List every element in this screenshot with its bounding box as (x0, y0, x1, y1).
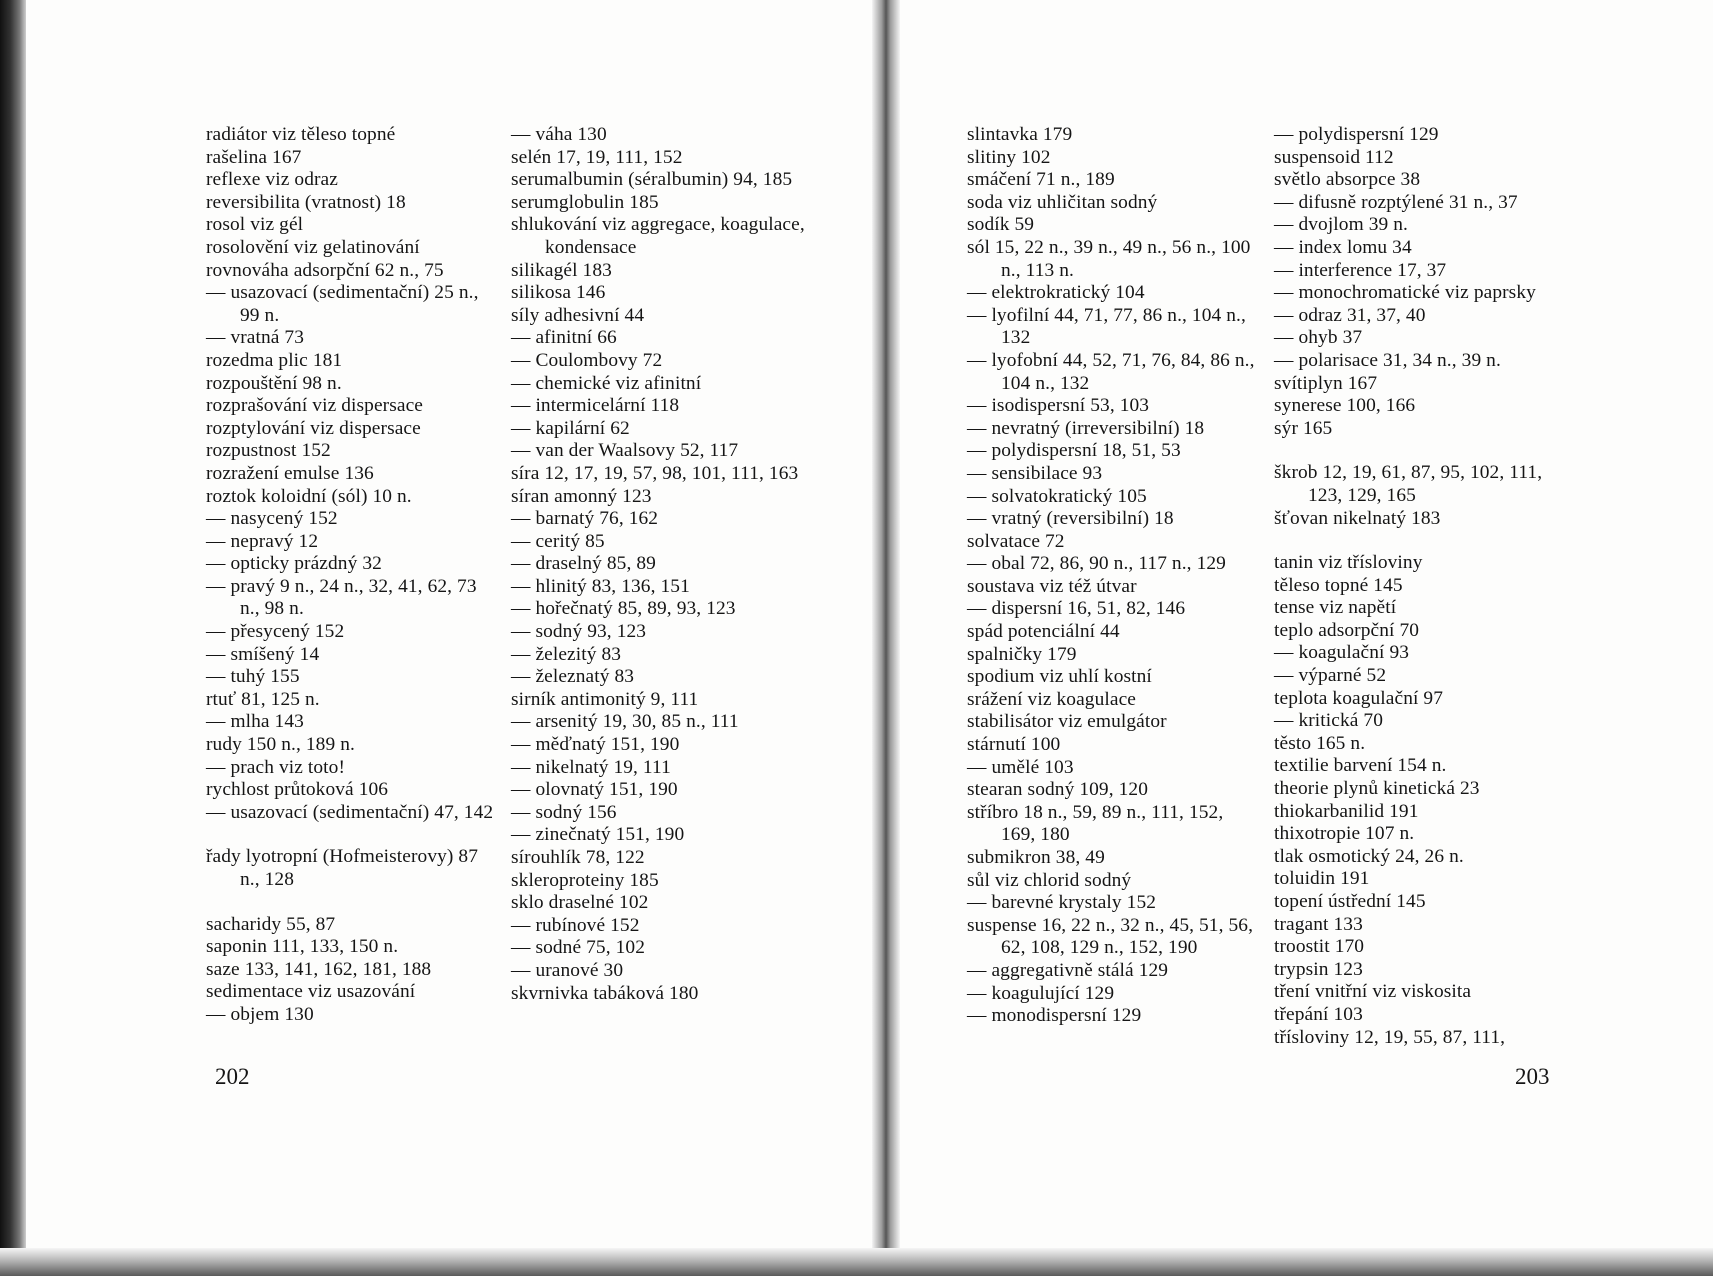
index-entry: synerese 100, 166 (1274, 395, 1416, 417)
index-entry: — objem 130 (206, 1003, 314, 1025)
index-entry: tanin viz třísloviny (1274, 552, 1423, 574)
index-entry: — barevné krystaly 152 (967, 892, 1157, 914)
index-entry: — váha 130 (511, 124, 607, 145)
index-entry: — železnatý 83 (511, 666, 635, 688)
index-entry: — draselný 85, 89 (511, 553, 656, 575)
index-entry: skvrnivka tabáková 180 (511, 982, 699, 1004)
index-entry: — aggregativně stálá 129 (967, 959, 1169, 981)
index-entry: rtuť 81, 125 n. (206, 688, 320, 710)
index-entry: — rubínové 152 (511, 914, 640, 936)
index-entry: topení ústřední 145 (1274, 891, 1426, 912)
index-entry: selén 17, 19, 111, 152 (511, 146, 683, 168)
left-page-column-2 (511, 124, 811, 1005)
index-entry: — koagulační 93 (1274, 642, 1410, 664)
index-entry: serumalbumin (séralbumin) 94, 185 (511, 169, 793, 191)
index-entry: — solvatokratický 105 (967, 485, 1147, 507)
index-entry: — zinečnatý 151, 190 (511, 824, 685, 846)
index-entry: toluidin 191 (1274, 868, 1370, 890)
index-entry: — isodispersní 53, 103 (967, 395, 1150, 417)
index-entry: svítiplyn 167 (1274, 372, 1378, 394)
index-entry: soustava viz též útvar (967, 575, 1137, 597)
index-entry: — lyofilní 44, 71, 77, 86 n., 104 n., 132 (967, 304, 1246, 349)
index-entry: shlukování viz aggregace, koagulace, kondensace (511, 214, 805, 258)
book-left-edge-shadow (0, 0, 26, 1276)
index-entry: — dispersní 16, 51, 82, 146 (967, 598, 1186, 620)
index-entry: rozpouštění 98 n. (206, 372, 342, 394)
index-entry: — koagulující 129 (967, 982, 1115, 1004)
index-entry: silikagél 183 (511, 259, 612, 281)
index-entry: — dvojlom 39 n. (1274, 214, 1409, 236)
index-entry: saze 133, 141, 162, 181, 188 (206, 958, 432, 980)
index-entry: — polarisace 31, 34 n., 39 n. (1274, 349, 1501, 371)
index-entry: spodium viz uhlí kostní (967, 666, 1152, 688)
index-entry: — ohyb 37 (1274, 327, 1363, 349)
right-page-column-1 (967, 124, 1257, 1028)
index-entry: reversibilita (vratnost) 18 (206, 191, 406, 213)
index-entry: spalničky 179 (967, 643, 1077, 665)
index-entry: srážení viz koagulace (967, 688, 1136, 710)
index-entry: síly adhesivní 44 (511, 304, 645, 326)
index-entry: — ceritý 85 (511, 530, 605, 552)
index-entry: teplo adsorpční 70 (1274, 619, 1420, 641)
index-entry: rosol viz gél (206, 214, 304, 236)
index-entry: — výparné 52 (1274, 665, 1387, 687)
index-entry: — umělé 103 (967, 756, 1074, 778)
index-entry: — chemické viz afinitní (511, 372, 702, 394)
index-entry: reflexe viz odraz (206, 169, 338, 191)
index-entry: — kapilární 62 (511, 417, 630, 439)
index-entry: thixotropie 107 n. (1274, 823, 1415, 845)
index-entry: sýr 165 (1274, 417, 1333, 439)
index-entry: těleso topné 145 (1274, 574, 1403, 596)
index-entry: — mlha 143 (206, 711, 304, 733)
index-entry: — monodispersní 129 (967, 1005, 1142, 1027)
index-entry: smáčení 71 n., 189 (967, 169, 1115, 191)
index-entry: slitiny 102 (967, 146, 1051, 168)
index-entry: — uranové 30 (511, 959, 624, 981)
index-entry: solvatace 72 (967, 530, 1065, 552)
index-entry: suspense 16, 22 n., 32 n., 45, 51, 56, 62, 108, 129 n., 152, 190 (967, 914, 1254, 959)
index-entry: — hlinitý 83, 136, 151 (511, 575, 690, 597)
index-entry: rozedma plic 181 (206, 349, 343, 371)
index-entry: tense viz napětí (1274, 597, 1397, 619)
index-entry: — tuhý 155 (206, 666, 300, 688)
index-entry: stabilisátor viz emulgátor (967, 711, 1167, 733)
index-entry: tlak osmotický 24, 26 n. (1274, 845, 1464, 867)
index-entry: třísloviny 12, 19, 55, 87, 111, (1274, 1026, 1506, 1048)
index-entry: sacharidy 55, 87 (206, 913, 336, 935)
index-entry: — index lomu 34 (1274, 236, 1412, 258)
index-entry: — nevratný (irreversibilní) 18 (967, 417, 1205, 439)
index-entry: — kritická 70 (1274, 710, 1383, 732)
index-entry: síran amonný 123 (511, 485, 652, 507)
index-entry: rozražení emulse 136 (206, 462, 374, 484)
index-entry: trypsin 123 (1274, 958, 1363, 980)
index-entry: — přesycený 152 (206, 621, 345, 643)
page-number-right: 203 (1515, 1064, 1550, 1089)
index-entry: — lyofobní 44, 52, 71, 76, 84, 86 n., 104 n., 132 (967, 349, 1255, 394)
index-entry: rosolovění viz gelatinování (206, 236, 420, 258)
index-entry: — sensibilace 93 (967, 462, 1103, 484)
index-entry: — hořečnatý 85, 89, 93, 123 (511, 598, 736, 620)
index-entry: troostit 170 (1274, 936, 1365, 958)
index-entry: tření vnitřní viz viskosita (1274, 981, 1472, 1003)
index-entry: — intermicelární 118 (511, 395, 680, 417)
index-entry: — obal 72, 86, 90 n., 117 n., 129 (967, 553, 1226, 575)
book-gutter (872, 0, 900, 1248)
index-entry: síra 12, 17, 19, 57, 98, 101, 111, 163 (511, 462, 799, 484)
index-entry: — sodný 93, 123 (511, 621, 647, 643)
index-entry: — polydispersní 129 (1274, 124, 1439, 145)
index-entry: škrob 12, 19, 61, 87, 95, 102, 111, 123, 129, 165 (1274, 462, 1543, 506)
index-entry: — vratná 73 (206, 327, 305, 349)
left-page-column-1 (206, 124, 496, 1027)
right-page-column-2 (1274, 124, 1574, 1049)
index-entry: rozprašování viz dispersace (206, 395, 423, 417)
index-group-gap (1274, 530, 1574, 552)
index-entry: — polydispersní 18, 51, 53 (967, 440, 1181, 462)
index-entry: tragant 133 (1274, 913, 1363, 935)
index-entry: třepání 103 (1274, 1003, 1363, 1025)
index-entry: spád potenciální 44 (967, 621, 1120, 643)
index-entry: rašelina 167 (206, 146, 302, 168)
index-entry: soda viz uhličitan sodný (967, 191, 1158, 213)
index-entry: — arsenitý 19, 30, 85 n., 111 (511, 711, 739, 733)
index-entry: — železitý 83 (511, 643, 622, 665)
index-entry: — nikelnatý 19, 111 (511, 756, 671, 778)
index-entry: sůl viz chlorid sodný (967, 869, 1132, 891)
index-entry: — barnatý 76, 162 (511, 508, 659, 530)
index-entry: — měďnatý 151, 190 (511, 734, 680, 756)
index-entry: stearan sodný 109, 120 (967, 779, 1148, 801)
index-entry: radiátor viz těleso topné (206, 124, 396, 145)
index-entry: rozpustnost 152 (206, 440, 331, 462)
page-number-left: 202 (215, 1064, 250, 1089)
index-entry: — smíšený 14 (206, 643, 320, 665)
index-entry: thiokarbanilid 191 (1274, 800, 1419, 822)
index-entry: silikosa 146 (511, 282, 606, 304)
index-entry: — nasycený 152 (206, 508, 338, 530)
index-entry: — vratný (reversibilní) 18 (967, 508, 1174, 530)
index-entry: — usazovací (sedimentační) 25 n., 99 n. (206, 282, 479, 326)
book-bottom-edge-shadow (0, 1248, 1713, 1276)
index-entry: těsto 165 n. (1274, 732, 1366, 754)
index-entry: slintavka 179 (967, 124, 1073, 145)
index-entry: teplota koagulační 97 (1274, 687, 1444, 709)
index-entry: sírouhlík 78, 122 (511, 847, 645, 868)
index-entry: světlo absorpce 38 (1274, 169, 1421, 191)
index-entry: — nepravý 12 (206, 530, 319, 552)
index-entry: šťovan nikelnatý 183 (1274, 507, 1441, 529)
index-entry: — Coulombovy 72 (511, 349, 663, 371)
index-entry: — usazovací (sedimentační) 47, 142 (206, 801, 494, 823)
index-entry: rovnováha adsorpční 62 n., 75 (206, 259, 444, 281)
index-entry: — sodný 156 (511, 801, 617, 823)
index-entry: — olovnatý 151, 190 (511, 779, 678, 801)
index-entry: theorie plynů kinetická 23 (1274, 778, 1480, 800)
index-group-gap (206, 824, 496, 846)
index-entry: sedimentace viz usazování (206, 981, 416, 1003)
index-entry: — van der Waalsovy 52, 117 (511, 440, 739, 462)
index-group-gap (206, 892, 496, 914)
index-entry: sól 15, 22 n., 39 n., 49 n., 56 n., 100 n., 113 n. (967, 236, 1251, 281)
index-entry: — monochromatické viz paprsky (1274, 282, 1536, 304)
index-entry: — sodné 75, 102 (511, 937, 645, 959)
index-entry: stárnutí 100 (967, 734, 1061, 756)
index-entry: řady lyotropní (Hofmeisterovy) 87 n., 128 (206, 846, 479, 890)
index-entry: sirník antimonitý 9, 111 (511, 688, 699, 710)
index-entry: — odraz 31, 37, 40 (1274, 304, 1426, 326)
index-entry: — prach viz toto! (206, 756, 346, 778)
index-entry: stříbro 18 n., 59, 89 n., 111, 152, 169, 180 (967, 801, 1224, 846)
index-entry: roztok koloidní (sól) 10 n. (206, 485, 412, 507)
index-entry: rychlost průtoková 106 (206, 779, 389, 801)
index-entry: textilie barvení 154 n. (1274, 755, 1447, 777)
index-entry: sklo draselné 102 (511, 892, 649, 914)
index-entry: serumglobulin 185 (511, 191, 659, 213)
index-entry: sodík 59 (967, 214, 1035, 236)
index-entry: skleroproteiny 185 (511, 869, 659, 891)
index-entry: suspensoid 112 (1274, 146, 1394, 168)
index-entry: rozptylování viz dispersace (206, 417, 421, 439)
index-entry: submikron 38, 49 (967, 847, 1105, 868)
index-entry: saponin 111, 133, 150 n. (206, 936, 399, 958)
index-entry: — afinitní 66 (511, 327, 617, 349)
index-entry: — pravý 9 n., 24 n., 32, 41, 62, 73 n., 98 n. (206, 575, 477, 620)
index-entry: — interference 17, 37 (1274, 259, 1447, 281)
index-entry: — opticky prázdný 32 (206, 553, 382, 575)
index-entry: — elektrokratický 104 (967, 282, 1145, 304)
index-entry: — difusně rozptýlené 31 n., 37 (1274, 191, 1518, 213)
index-entry: rudy 150 n., 189 n. (206, 734, 355, 756)
index-group-gap (1274, 440, 1574, 462)
